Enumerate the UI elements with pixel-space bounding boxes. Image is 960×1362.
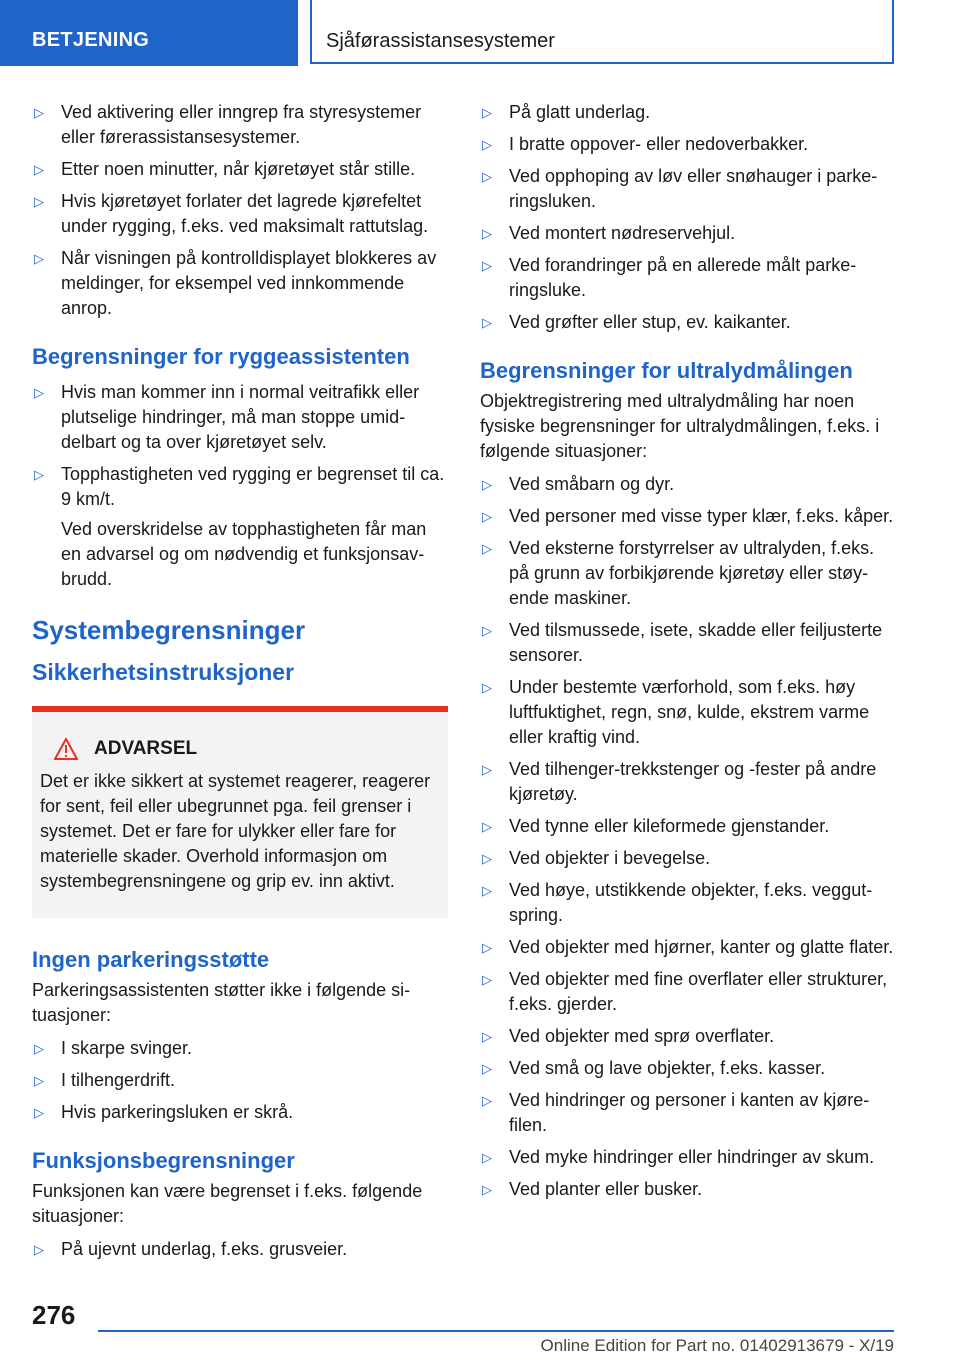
triangle-bullet-icon: ▷ [482, 105, 492, 120]
heading-sikkerhetsinstruksjoner: Sikkerhetsinstruksjoner [32, 659, 295, 685]
list-right-2 [480, 472, 896, 1202]
page-number: 276 [32, 1300, 76, 1330]
triangle-bullet-icon: ▷ [482, 137, 492, 152]
edition-note: Online Edition for Part no. 01402913679 - X/19 [540, 1336, 894, 1355]
triangle-bullet-icon: ▷ [482, 226, 492, 241]
list-left-1 [32, 100, 448, 321]
triangle-bullet-icon: ▷ [482, 623, 492, 638]
heading-ryggeassistent: Begrensninger for ryggeassistenten [32, 344, 410, 369]
paragraph: Funksjonen kan være begrenset i f.eks. følgende situasjoner: [32, 1181, 423, 1226]
list-item: ▷ Ved objekter med fine overflater eller strukturer, f.eks. gjerder. [482, 969, 888, 1014]
triangle-bullet-icon: ▷ [482, 258, 492, 273]
heading-systembegrensninger: Systembegrensninger [32, 615, 306, 645]
triangle-bullet-icon: ▷ [34, 105, 44, 120]
triangle-bullet-icon: ▷ [482, 819, 492, 834]
list-item: ▷ Hvis kjøretøyet forlater det lagrede kjørefeltet under rygging, f.eks. ved maksimalt rattutslag. [34, 191, 429, 236]
triangle-bullet-icon: ▷ [482, 940, 492, 955]
list-note: Ved overskridelse av topphastigheten får man en advarsel og om nødvendig et funksjonsavbrudd. [61, 519, 427, 589]
list-item: ▷ Topphastigheten ved rygging er begrenset til ca. 9 km/t. [34, 464, 445, 509]
triangle-bullet-icon: ▷ [482, 762, 492, 777]
triangle-bullet-icon: ▷ [482, 1093, 492, 1108]
list-item: ▷ Ved personer med visse typer klær, f.eks. kåper. [480, 504, 896, 529]
triangle-bullet-icon: ▷ [482, 1150, 492, 1165]
warning-triangle-icon [54, 738, 78, 760]
triangle-bullet-icon: ▷ [482, 315, 492, 330]
heading-funksjonsbegrensninger: Funksjonsbegrensninger [32, 1148, 295, 1173]
paragraph: Objektregistrering med ultralydmåling har noen fysiske begrensninger for ultralydmålingen, f.eks. i følgende situasjoner: [480, 391, 880, 461]
list-item: ▷ Ved hindringer og personer i kanten av kjørefilen. [482, 1090, 870, 1135]
list-item: ▷ Ved objekter med hjørner, kanter og glatte flater. [480, 935, 896, 960]
list-left-3 [32, 1036, 448, 1125]
right-column [480, 100, 896, 1209]
list-right-1 [480, 100, 896, 335]
list-item: ▷ I tilhengerdrift. [32, 1068, 448, 1093]
triangle-bullet-icon: ▷ [482, 1029, 492, 1044]
list-item: ▷ Ved grøfter eller stup, ev. kaikanter. [480, 310, 896, 335]
triangle-bullet-icon: ▷ [34, 251, 44, 266]
warning-title: ADVARSEL [94, 738, 198, 759]
list-item: ▷ Ved tilhenger-trekkstenger og -fester på andre kjøretøy. [482, 759, 877, 804]
triangle-bullet-icon: ▷ [482, 509, 492, 524]
list-item: ▷ Ved aktivering eller inngrep fra styresystemer eller førerassistansesystemer. [34, 102, 422, 147]
list-item: ▷ Ved høye, utstikkende objekter, f.eks. veggutspring. [482, 880, 873, 925]
triangle-bullet-icon: ▷ [34, 1073, 44, 1088]
heading-ultralydmaling: Begrensninger for ultralydmålingen [480, 358, 853, 383]
list-item: ▷ Ved eksterne forstyrrelser av ultralyden, f.eks. på grunn av forbikjørende kjøretøy eller støyende maskiner. [482, 538, 875, 608]
triangle-bullet-icon: ▷ [482, 169, 492, 184]
list-item: ▷ Ved objekter med sprø overflater. [480, 1024, 896, 1049]
triangle-bullet-icon: ▷ [34, 385, 44, 400]
list-item: ▷ Når visningen på kontrolldisplayet blokkeres av meldinger, for eksempel ved innkommende anrop. [34, 248, 437, 318]
triangle-bullet-icon: ▷ [482, 541, 492, 556]
list-item: ▷ Under bestemte værforhold, som f.eks. høy luftfuktighet, regn, snø, kulde, ekstrem varme eller kraftig vind. [482, 677, 870, 747]
chapter-title: Sjåførassistansesystemer [310, 0, 894, 64]
triangle-bullet-icon: ▷ [482, 851, 492, 866]
list-item: ▷ Hvis parkeringsluken er skrå. [32, 1100, 448, 1125]
list-item: ▷ Ved tilsmussede, isete, skadde eller feiljusterte sensorer. [482, 620, 883, 665]
left-column [32, 100, 448, 1269]
list-item: ▷ Ved små og lave objekter, f.eks. kasser. [480, 1056, 896, 1081]
paragraph: Parkeringsassistenten støtter ikke i følgende situasjoner: [32, 980, 411, 1025]
triangle-bullet-icon: ▷ [34, 194, 44, 209]
list-item: ▷ Ved tynne eller kileformede gjenstander. [480, 814, 896, 839]
list-item: ▷ Ved objekter i bevegelse. [480, 846, 896, 871]
list-item: ▷ Ved småbarn og dyr. [480, 472, 896, 497]
list-item: ▷ Ved myke hindringer eller hindringer av skum. [480, 1145, 896, 1170]
triangle-bullet-icon: ▷ [34, 162, 44, 177]
triangle-bullet-icon: ▷ [482, 1182, 492, 1197]
list-item: ▷ Etter noen minutter, når kjøretøyet står stille. [32, 157, 448, 182]
list-item: ▷ På glatt underlag. [480, 100, 896, 125]
triangle-bullet-icon: ▷ [34, 1041, 44, 1056]
list-item: ▷ I bratte oppover- eller nedoverbakker. [480, 132, 896, 157]
triangle-bullet-icon: ▷ [34, 1242, 44, 1257]
triangle-bullet-icon: ▷ [482, 1061, 492, 1076]
list-item: ▷ Ved forandringer på en allerede målt parkeringsluke. [482, 255, 857, 300]
footer-divider [98, 1330, 894, 1332]
list-item: ▷ Hvis man kommer inn i normal veitrafikk eller plutselige hindringer, må man stoppe umiddelbart og ta over kjøretøyet selv. [34, 382, 420, 452]
list-item: ▷ Ved montert nødreservehjul. [480, 221, 896, 246]
list-item: ▷ I skarpe svinger. [32, 1036, 448, 1061]
triangle-bullet-icon: ▷ [482, 972, 492, 987]
list-item: ▷ Ved planter eller busker. [480, 1177, 896, 1202]
warning-box [32, 706, 448, 918]
triangle-bullet-icon: ▷ [34, 467, 44, 482]
triangle-bullet-icon: ▷ [34, 1105, 44, 1120]
list-item: ▷ På ujevnt underlag, f.eks. grusveier. [32, 1237, 448, 1262]
heading-ingen-parkeringsstotte: Ingen parkeringsstøtte [32, 947, 270, 972]
triangle-bullet-icon: ▷ [482, 477, 492, 492]
list-left-4 [32, 1237, 448, 1262]
triangle-bullet-icon: ▷ [482, 680, 492, 695]
triangle-bullet-icon: ▷ [482, 883, 492, 898]
section-tab: BETJENING [0, 0, 298, 66]
list-left-2 [32, 380, 448, 512]
warning-text: Det er ikke sikkert at systemet reagerer, reagerer for sent, feil eller ubegrunnet pga. feil grenser i systemet. Det er fare for ulykker eller fare for materielle skader. Overhold informasjon om systembegrensningene og grip ev. inn aktivt. [40, 771, 431, 891]
list-item: ▷ Ved opphoping av løv eller snøhauger i parkeringsluken. [482, 166, 878, 211]
